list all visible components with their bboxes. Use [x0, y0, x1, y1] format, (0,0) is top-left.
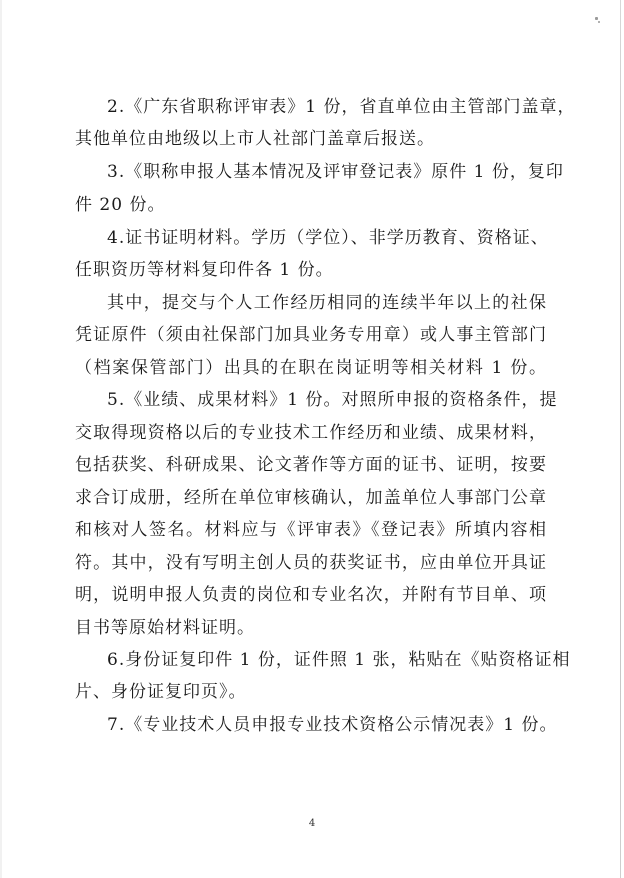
- scan-edge-left: [0, 0, 2, 878]
- text-line: 目书等原始材料证明。: [75, 618, 255, 638]
- text-line: 其中，提交与个人工作经历相同的连续半年以上的社保: [107, 293, 547, 313]
- page-number: 4: [308, 818, 316, 829]
- text-line: 件 20 份。: [75, 195, 166, 215]
- text-line: （档案保管部门）出具的在职在岗证明等相关材料 1 份。: [75, 358, 547, 378]
- text-line: 3.《职称申报人基本情况及评审登记表》原件 1 份，复印: [107, 162, 564, 182]
- text-line: 其他单位由地级以上市人社部门盖章后报送。: [75, 129, 435, 149]
- text-line: 任职资历等材料复印件各 1 份。: [75, 260, 334, 280]
- text-line: 5.《业绩、成果材料》1 份。对照所申报的资格条件，提: [107, 390, 558, 410]
- text-line: 符。其中，没有写明主创人员的获奖证书，应由单位开具证: [75, 553, 547, 573]
- scan-speck: [595, 17, 598, 20]
- text-line: 包括获奖、科研成果、论文著作等方面的证书、证明，按要: [75, 455, 547, 475]
- text-line: 6.身份证复印件 1 份，证件照 1 张，粘贴在《贴资格证相: [107, 650, 571, 670]
- scan-speck: [598, 21, 600, 23]
- text-line: 片、身份证复印页》。: [75, 682, 247, 702]
- text-line: 交取得现资格以后的专业技术工作经历和业绩、成果材料，: [75, 423, 547, 443]
- text-line: 明，说明申报人负责的岗位和专业名次，并附有节目单、项: [75, 585, 547, 605]
- text-line: 4.证书证明材料。学历（学位）、非学历教育、资格证、: [107, 228, 549, 248]
- text-line: 2.《广东省职称评审表》1 份，省直单位由主管部门盖章，: [107, 97, 576, 117]
- text-line: 和核对人签名。材料应与《评审表》《登记表》所填内容相: [75, 520, 547, 540]
- text-line: 求合订成册，经所在单位审核确认，加盖单位人事部门公章: [75, 488, 547, 508]
- text-line: 凭证原件（须由社保部门加具业务专用章）或人事主管部门: [75, 325, 547, 345]
- scan-edge-right: [620, 0, 621, 878]
- text-line: 7.《专业技术人员申报专业技术资格公示情况表》1 份。: [107, 715, 558, 735]
